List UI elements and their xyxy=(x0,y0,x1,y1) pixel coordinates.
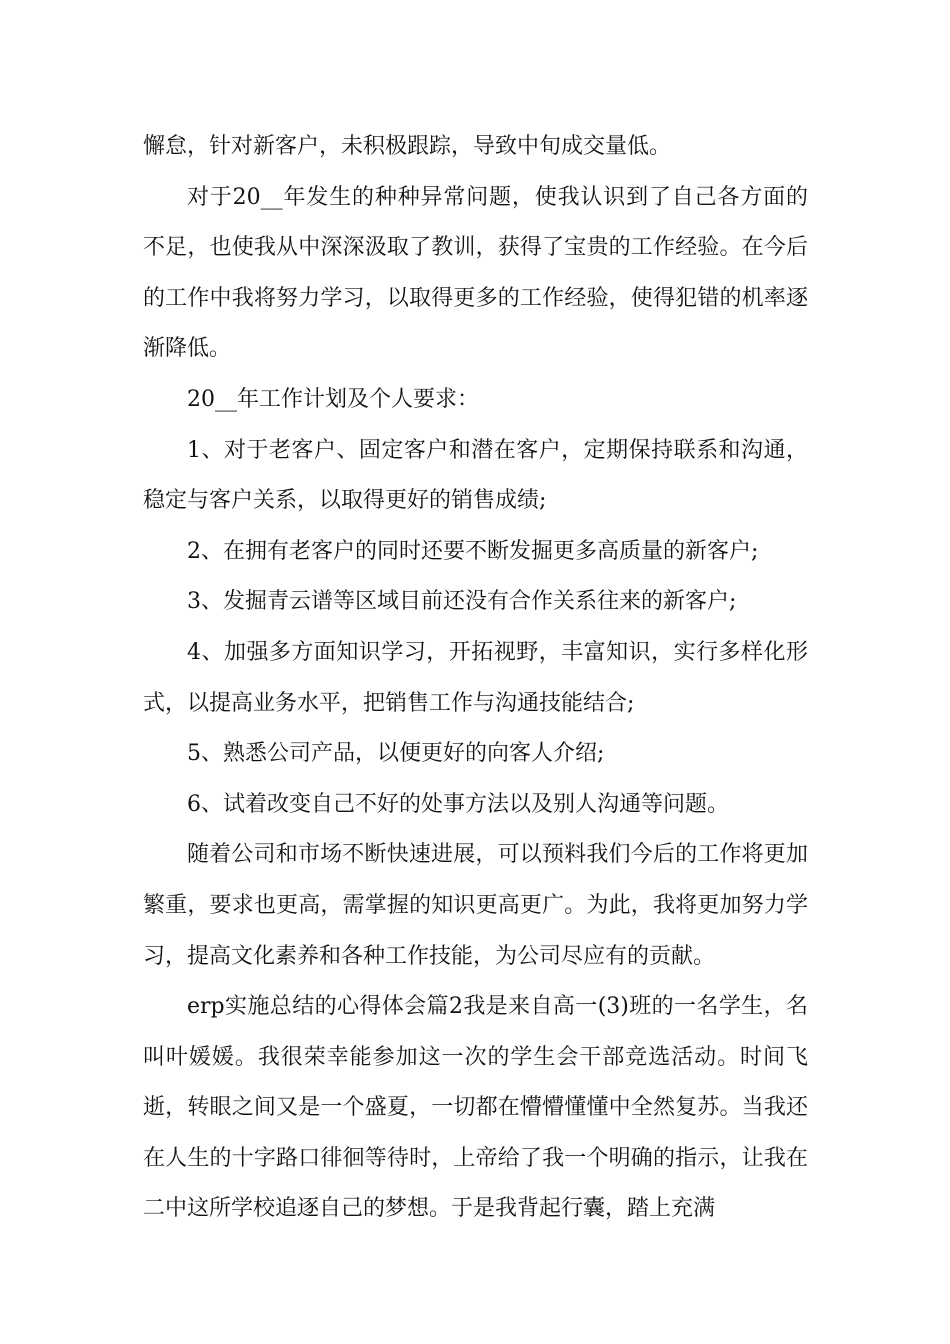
body-text xyxy=(143,122,808,1235)
plan-item-3: 3、发掘青云谱等区域目前还没有合作关系往来的新客户; xyxy=(187,589,737,615)
plan-item-5: 5、熟悉公司产品，以便更好的向客人介绍; xyxy=(187,741,605,767)
plan-item-1: 1、对于老客户、固定客户和潜在客户，定期保持联系和沟通，稳定与客户关系，以取得更好的销售成绩; xyxy=(143,437,808,514)
plan-item-4: 4、加强多方面知识学习，开拓视野，丰富知识，实行多样化形式，以提高业务水平，把销售工作与沟通技能结合; xyxy=(143,639,808,716)
paragraph-continuation: 懈怠，针对新客户，未积极跟踪，导致中旬成交量低。 xyxy=(143,134,672,159)
plan-item-2: 2、在拥有老客户的同时还要不断发掘更多高质量的新客户; xyxy=(187,538,759,564)
plan-heading: 20__年工作计划及个人要求： xyxy=(187,386,479,412)
paragraph-reflection: 对于20__年发生的种种异常问题，使我认识到了自己各方面的不足，也使我从中深深汲取了教训，获得了宝贵的工作经验。在今后的工作中我将努力学习，以取得更多的工作经验，使得犯错的机率逐渐降低。 xyxy=(143,184,808,362)
plan-item-6: 6、试着改变自己不好的处事方法以及别人沟通等问题。 xyxy=(187,791,729,817)
paragraph-outlook: 随着公司和市场不断快速进展，可以预料我们今后的工作将更加繁重，要求也更高，需掌握的知识更高更广。为此，我将更加努力学习，提高文化素养和各种工作技能，为公司尽应有的贡献。 xyxy=(143,842,808,969)
paragraph-article-2: erp实施总结的心得体会篇2我是来自高一(3)班的一名学生，名叫叶媛媛。我很荣幸能参加这一次的学生会干部竞选活动。时间飞逝，转眼之间又是一个盛夏，一切都在懵懵懂懂中全然复苏。当我还在人生的十字路口徘徊等待时，上帝给了我一个明确的指示，让我在二中这所学校追逐自己的梦想。于是我背起行囊，踏上充满 xyxy=(143,994,808,1222)
